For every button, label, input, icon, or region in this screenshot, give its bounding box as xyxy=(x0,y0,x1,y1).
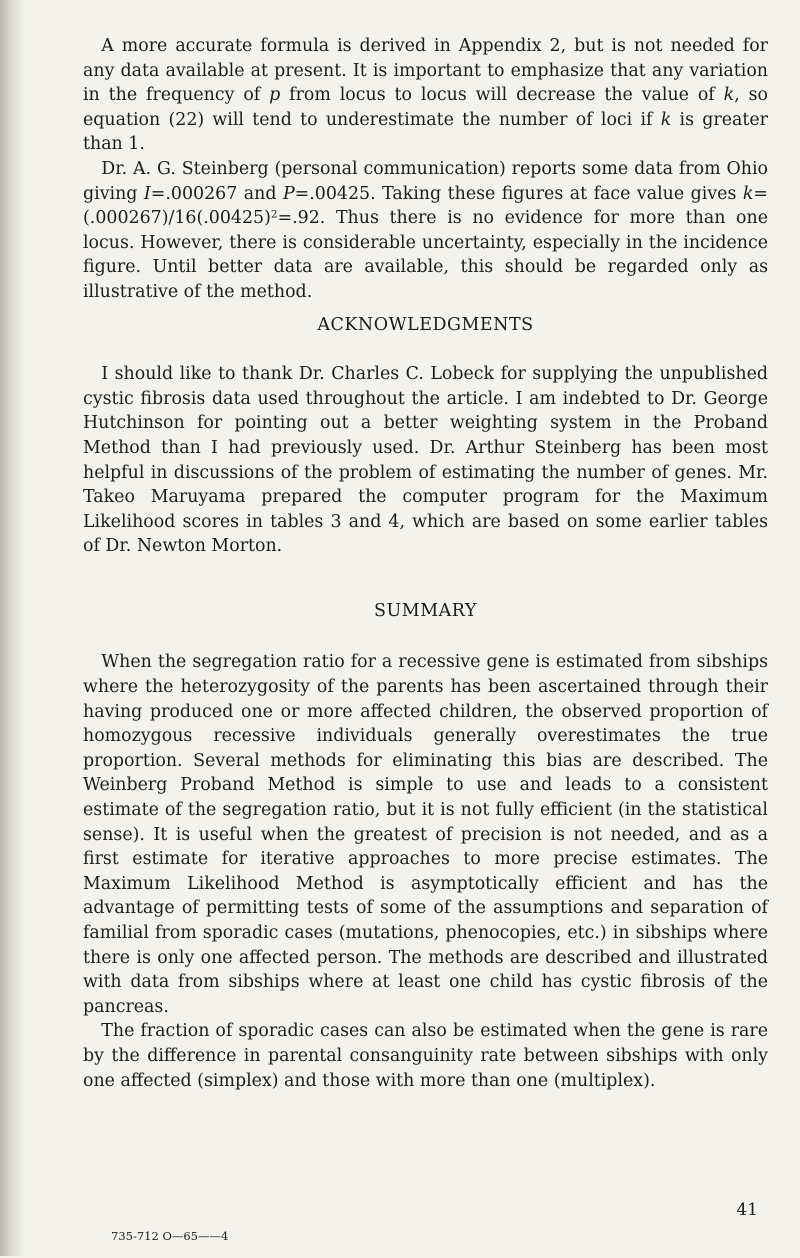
text-run: =.00425. Taking these figures at face value gives xyxy=(294,183,743,204)
var-k: k xyxy=(723,85,735,106)
paragraph-steinberg-data xyxy=(83,157,768,305)
paragraph-summary-sporadic: The fraction of sporadic cases can also be estimated when the gene is rare by the difference in parental consanguinity rate between sibships with only one affected (simplex) and those with more than one (multiplex). xyxy=(83,1021,768,1091)
heading-acknowledgments: ACKNOWLEDGMENTS xyxy=(317,314,534,335)
page-gutter-shadow xyxy=(0,0,26,1256)
paragraph-summary-main: When the segregation ratio for a recessive gene is estimated from sibships where the heterozygosity of the parents has been ascertained through their having produced one or more affected children, the observed proportion of homozygous recessive individuals generally overestimates the true proportion. Several methods for eliminating this bias are described. The Weinberg Proband Method is simple to use and leads to a consistent estimate of the segregation ratio, but it is not fully efficient (in the statistical sense). It is useful when the greatest of precision is not needed, and as a first estimate for iterative approaches to more precise estimates. The Maximum Likelihood Method is asymptotically efficient and has the advantage of permitting tests of some of the assumptions and separation of familial from sporadic cases (mutations, phenocopies, etc.) in sibships where there is only one affected person. The methods are described and illustrated with data from sibships where at least one child has cystic fibrosis of the pancreas. xyxy=(83,652,768,1017)
text-run: Dr. A. G. Steinberg (personal communication) reports some data from Ohio giving xyxy=(83,158,768,204)
page-number: 41 xyxy=(736,1200,758,1220)
var-p: P xyxy=(282,183,295,204)
page-footer xyxy=(83,1198,768,1258)
text-run: =.000267 and xyxy=(150,183,283,204)
var-k: k xyxy=(660,109,672,130)
var-p: p xyxy=(269,85,281,106)
paragraph-acknowledgments: I should like to thank Dr. Charles C. Lobeck for supplying the unpublished cystic fibrosis data used throughout the article. I am indebted to Dr. George Hutchinson for pointing out a better weighting system in the Proband Method than I had previously used. Dr. Arthur Steinberg has been most helpful in discussions of the problem of estimating the number of genes. Mr. Takeo Maruyama prepared the computer program for the Maximum Likelihood scores in tables 3 and 4, which are based on some earlier tables of Dr. Newton Morton. xyxy=(83,364,768,557)
exponent: 2 xyxy=(270,208,278,221)
print-code: 735-712 O—65——4 xyxy=(111,1229,229,1243)
text-run: =.92. Thus there is no evidence for more than one locus. However, there is considerable uncertainty, especially in the incidence figure. Until better data are available, this should be regarded only as illustrative of the method. xyxy=(83,208,768,302)
paragraph-appendix-note: A more accurate formula is derived in Appendix 2, but is not needed for any data available at present. It is important to emphasize that any variation in the frequency of p from locus to locus will decrease the value of k, so equation (22) will tend to underestimate the number of loci if k is greater than 1. xyxy=(83,36,768,155)
var-k: k xyxy=(742,183,754,204)
heading-summary: SUMMARY xyxy=(374,600,477,621)
text-run: =(.000267)/16(.00425) xyxy=(83,183,768,229)
page-body xyxy=(83,34,768,1243)
var-i: I xyxy=(143,183,151,204)
